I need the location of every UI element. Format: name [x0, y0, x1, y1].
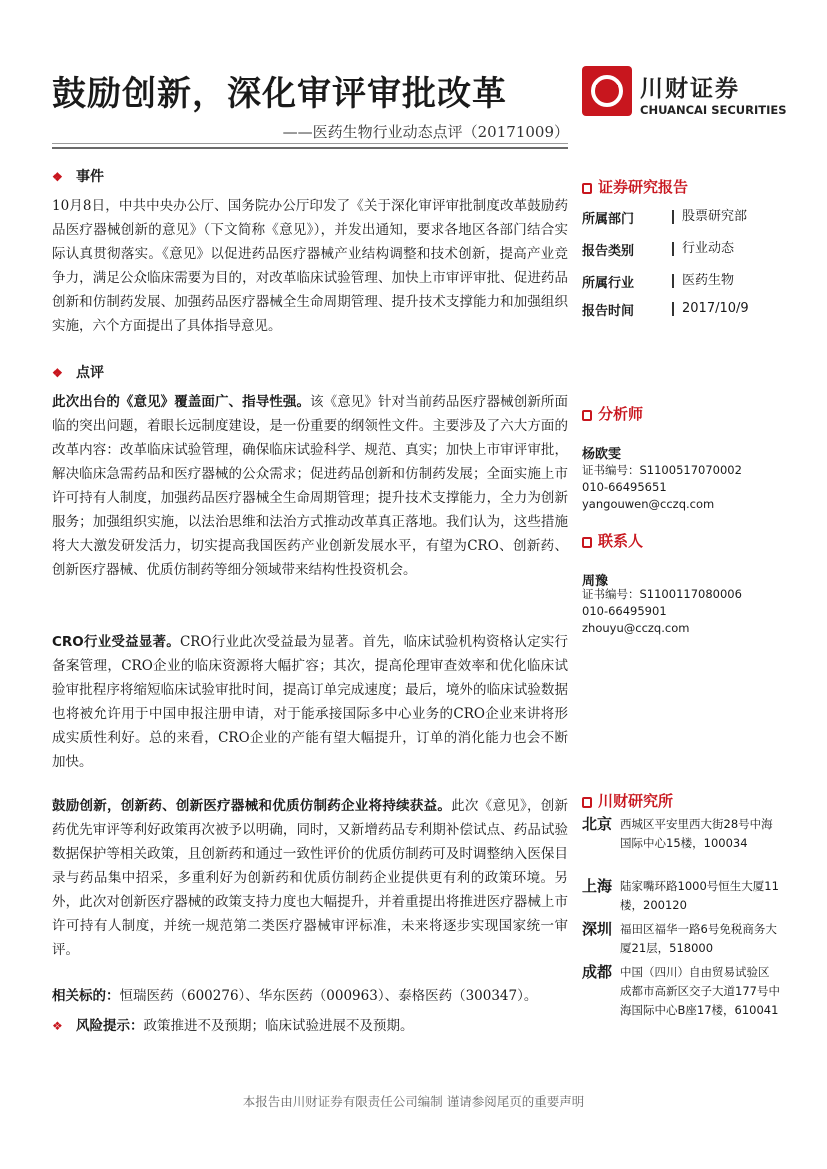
- meta-value-category: 行业动态: [672, 242, 734, 256]
- office-address-beijing: 西城区平安里西大街28号中海国际中心15楼，100034: [620, 817, 773, 850]
- sidebar-heading-analyst: 分析师: [582, 403, 643, 424]
- diamond-bullet-icon: ❖: [52, 1019, 63, 1033]
- brand-logo-icon: [582, 66, 632, 116]
- sidebar-heading-report: 证券研究报告: [582, 176, 688, 197]
- header-divider-thick: [52, 147, 568, 149]
- office-city-chengdu: 成都: [582, 963, 613, 981]
- meta-value-department: 股票研究部: [672, 210, 747, 224]
- meta-label-category: 报告类别: [582, 244, 635, 259]
- office-city-beijing: 北京: [582, 815, 613, 833]
- meta-value-date: 2017/10/9: [672, 302, 749, 316]
- contact-email[interactable]: zhouyu@cczq.com: [582, 621, 690, 635]
- review-paragraph-2: CRO行业受益显著。CRO行业此次受益最为显著。首先，临床试验机构资格认定实行备案管理，CRO企业的临床资源将大幅扩容；其次，提高伦理审查效率和优化临床试验审批程序将缩短临床试验审批时间，提高订单完成速度；最后，境外的临床试验数据也将被允许用于中国申报注册申请，对于能承接国际多中心业务的CRO企业来讲将形成实质性利好。总的来看，CRO企业的产能有望大幅提升，订单的消化能力也会不断加快。: [52, 634, 569, 770]
- report-title: 鼓励创新，深化审评审批改革: [52, 74, 507, 114]
- risk-warning: ❖ 风险提示：政策推进不及预期；临床试验进展不及预期。: [52, 1014, 568, 1038]
- meta-label-department: 所属部门: [582, 212, 635, 227]
- sidebar-heading-contact: 联系人: [582, 530, 643, 551]
- office-city-shenzhen: 深圳: [582, 920, 613, 938]
- office-address-shanghai: 陆家嘴环路1000号恒生大厦11楼，200120: [620, 879, 779, 912]
- contact-phone: 010-66495901: [582, 604, 667, 618]
- person-icon: [582, 410, 592, 421]
- section-heading-review: ❖ 点评: [52, 365, 104, 381]
- analyst-cert: 证书编号：S1100517070002: [582, 463, 742, 477]
- brand-name-zh: 川财证券: [640, 76, 740, 102]
- contact-name: 周豫: [582, 574, 609, 589]
- meta-value-industry: 医药生物: [672, 274, 734, 288]
- diamond-bullet-icon: ❖: [52, 170, 63, 184]
- meta-label-industry: 所属行业: [582, 276, 635, 291]
- office-address-shenzhen: 福田区福华一路6号免税商务大厦21层，518000: [620, 922, 777, 955]
- section-heading-event: ❖ 事件: [52, 169, 104, 185]
- sidebar-heading-institute: 川财研究所: [582, 790, 673, 811]
- related-stocks: 相关标的：恒瑞医药（600276）、华东医药（000963）、泰格医药（300347）。: [52, 988, 538, 1004]
- diamond-bullet-icon: ❖: [52, 366, 63, 380]
- document-icon: [582, 183, 592, 194]
- contact-cert: 证书编号：S1100117080006: [582, 587, 742, 601]
- brand-name-en: CHUANCAI SECURITIES: [640, 103, 787, 117]
- office-address-chengdu: 中国（四川）自由贸易试验区成都市高新区交子大道177号中海国际中心B座17楼，610041: [620, 965, 780, 1017]
- meta-label-date: 报告时间: [582, 304, 635, 319]
- event-paragraph: 10月8日，中共中央办公厅、国务院办公厅印发了《关于深化审评审批制度改革鼓励药品医疗器械创新的意见》（下文简称《意见》），并发出通知，要求各地区各部门结合实际认真贯彻落实。《意见》以促进药品医疗器械产业结构调整和技术创新，提高产业竞争力，满足公众临床需要为目的，对改革临床试验管理、加快上市审评审批、促进药品创新和仿制药发展、加强药品医疗器械全生命周期管理、提升技术支撑能力和加强组织实施，六个方面提出了具体指导意见。: [52, 198, 568, 334]
- person-icon: [582, 537, 592, 548]
- review-paragraph-3: 鼓励创新，创新药、创新医疗器械和优质仿制药企业将持续获益。此次《意见》，创新药优先审评等利好政策再次被予以明确，同时，又新增药品专利期补偿试点、药品试验数据保护等相关政策，且创新药和通过一致性评价的优质仿制药可及时调整纳入医保目录与药品集中招采，多重利好为创新药和优质仿制药企业提供更有利的政策环境。另外，此次对创新医疗器械的政策支持力度也大幅提升，并着重提出将推进医疗器械上市许可持有人制度，并统一规范第二类医疗器械审评标准，未来将逐步实现国家统一审评。: [52, 798, 569, 958]
- review-paragraph-1: 此次出台的《意见》覆盖面广、指导性强。该《意见》针对当前药品医疗器械创新所面临的突出问题，着眼长远制度建设，是一份重要的纲领性文件。主要涉及了六大方面的改革内容：改革临床试验管理，确保临床试验科学、规范、真实；加快上市审评审批，解决临床急需药品和医疗器械的公众需求；促进药品创新和仿制药发展；全面实施上市许可持有人制度，加强药品医疗器械全生命周期管理；提升技术支撑能力，全力为创新服务；加强组织实施，以法治思维和法治方式推动改革真正落地。我们认为，这些措施将大大激发研发活力，切实提高我国医药产业创新发展水平，有望为CRO、创新药、创新医疗器械、优质仿制药等细分领域带来结构性投资机会。: [52, 394, 569, 578]
- analyst-email[interactable]: yangouwen@cczq.com: [582, 497, 715, 511]
- building-icon: [582, 797, 592, 808]
- office-city-shanghai: 上海: [582, 877, 613, 895]
- analyst-name: 杨欧雯: [582, 447, 622, 462]
- page-footer: 本报告由川财证券有限责任公司编制 谨请参阅尾页的重要声明: [242, 1094, 585, 1109]
- report-subtitle: ——医药生物行业动态点评（20171009）: [282, 123, 569, 141]
- header-divider: [52, 143, 568, 144]
- analyst-phone: 010-66495651: [582, 480, 667, 494]
